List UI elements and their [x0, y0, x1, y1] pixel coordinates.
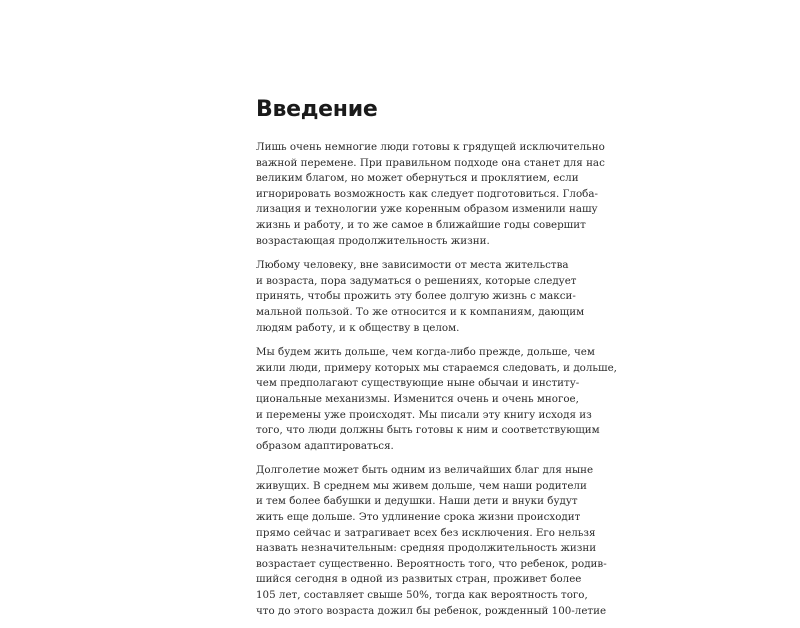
text-line: жить еще дольше. Это удлинение срока жизни происходит	[256, 511, 581, 524]
text-line: прямо сейчас и затрагивает всех без исключения. Его нельзя	[256, 526, 596, 539]
text-line: людям работу, и к обществу в целом.	[256, 321, 460, 334]
text-line: Лишь очень немногие люди готовы к грядущей исключительно	[256, 141, 605, 153]
text-line: принять, чтобы прожить эту более долгую жизнь с макси-	[256, 290, 576, 303]
text-line: циональные механизмы. Изменится очень и очень многое,	[256, 392, 579, 405]
text-line: и перемены уже происходят. Мы писали эту книгу исходя из	[256, 408, 592, 421]
text-line: того, что люди должны быть готовы к ним и соответствующим	[256, 424, 600, 437]
text-line: назвать незначительным: средняя продолжительность жизни	[256, 542, 597, 555]
text-line: Долголетие может быть одним из величайших благ для ныне	[256, 464, 594, 477]
text-line: возрастает существенно. Вероятность того, что ребенок, родив-	[256, 557, 607, 570]
text-line: и тем более бабушки и дедушки. Наши дети и внуки будут	[256, 495, 578, 508]
paragraph-2	[256, 258, 585, 336]
text-line: живущих. В среднем мы живем дольше, чем наши родители	[256, 479, 587, 492]
body-text	[256, 140, 617, 628]
text-line: мальной пользой. То же относится и к компаниям, дающим	[256, 305, 585, 318]
text-line: образом адаптироваться.	[256, 439, 394, 452]
text-line: и возраста, пора задуматься о решениях, которые следует	[256, 274, 577, 287]
text-line: чем предполагают существующие ныне обычаи и институ-	[256, 377, 580, 390]
text-line: Любому человеку, вне зависимости от места жительства	[256, 259, 569, 272]
text-line: возрастающая продолжительность жизни.	[256, 234, 490, 247]
paragraph-3	[256, 345, 617, 454]
text-line: важной перемене. При правильном подходе она станет для нас	[256, 156, 605, 169]
text-line: 105 лет, составляет свыше 50%, тогда как вероятность того,	[256, 589, 588, 602]
text-line: игнорировать возможность как следует подготовиться. Глоба-	[256, 187, 598, 200]
text-line: жили люди, примеру которых мы стараемся следовать, и дольше,	[256, 361, 617, 374]
text-line: жизнь и работу, и то же самое в ближайшие годы совершит	[256, 218, 586, 231]
text-line: великим благом, но может обернуться и проклятием, если	[256, 172, 579, 185]
text-line: что до этого возраста дожил бы ребенок, рожденный 100-летие	[256, 604, 607, 617]
text-line: Мы будем жить дольше, чем когда-либо прежде, дольше, чем	[256, 346, 595, 359]
paragraph-1	[256, 140, 605, 249]
text-line: шийся сегодня в одной из развитых стран, проживет более	[256, 573, 582, 586]
paragraph-4	[256, 463, 607, 619]
chapter-title: Введение	[256, 97, 378, 122]
text-line: лизация и технологии уже коренным образом изменили нашу	[256, 203, 598, 216]
